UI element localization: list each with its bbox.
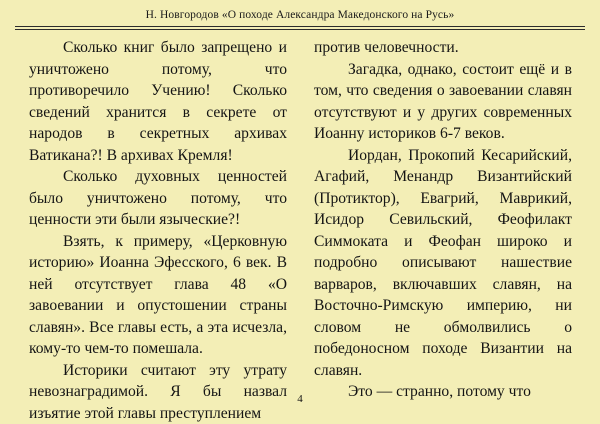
left-paragraph-2: Сколько духовных ценностей было уничтожено потому, что ценности эти были языческие?! — [29, 166, 287, 231]
page-number: 4 — [0, 392, 600, 406]
header-rule — [15, 26, 585, 27]
right-continuation-line: против человечности. — [314, 37, 572, 59]
left-paragraph-4: Историки считают эту утрату невознаградимой. Я бы назвал изъятие этой главы преступлением — [29, 360, 287, 424]
running-header: Н. Новгородов «О походе Александра Македонского на Русь» — [0, 8, 600, 22]
left-paragraph-3: Взять, к примеру, «Церковную историю» Иоанна Эфесского, 6 век. В ней отсутствует глава 48 «О завоевании и опустошении страны славян». Все главы есть, а эта исчезла, кому-то чем-то помешала. — [29, 231, 287, 360]
right-paragraph-2: Иордан, Прокопий Кесарийский, Агафий, Менандр Византийский (Протиктор), Евагрий, Маврикий, Исидор Севильский, Феофилакт Симмоката и Феофан широко и подробно описывают нашествие варваров, включавших славян, на Восточно-Римскую империю, ни словом не обмолвились о победоносном походе Византии на славян. — [314, 145, 572, 382]
right-paragraph-1: Загадка, однако, состоит ещё и в том, что сведения о завоевании славян отсутствуют и у других современных Иоанну историков 6-7 веков. — [314, 59, 572, 145]
left-column — [29, 37, 287, 424]
left-paragraph-1: Сколько книг было запрещено и уничтожено потому, что противоречило Учению! Сколько сведений хранится в секрете от народов в секретных архивах Ватикана?! В архивах Кремля! — [29, 37, 287, 166]
header-rule-secondary — [15, 29, 585, 30]
right-paragraph-3: Это — странно, потому что — [314, 381, 572, 403]
right-column — [314, 37, 572, 403]
